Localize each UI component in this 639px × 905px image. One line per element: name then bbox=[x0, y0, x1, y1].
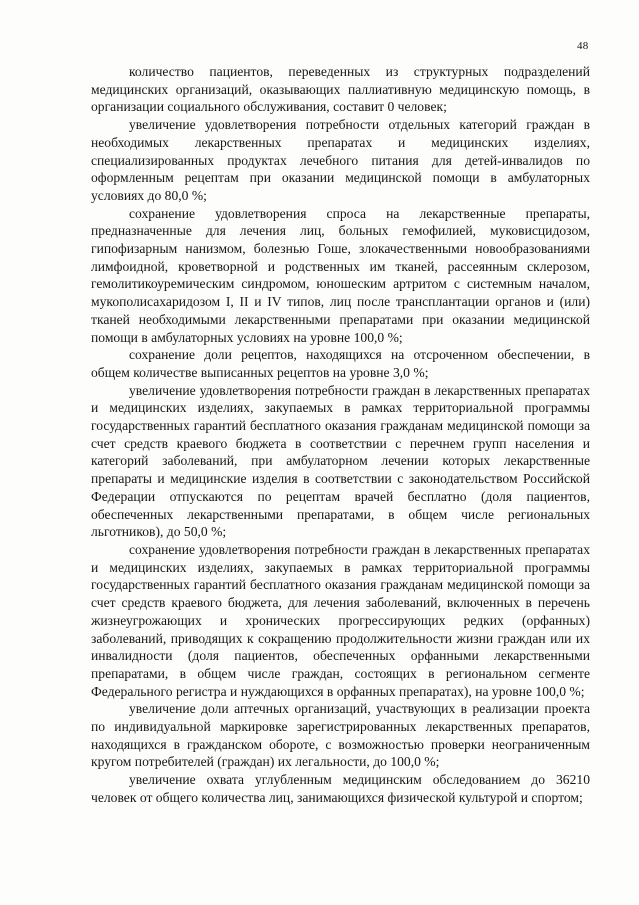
paragraph: увеличение удовлетворения потребности отдельных категорий граждан в необходимых лекарственных препаратах и медицинских изделиях, специализированных продуктах лечебного питания для детей-инвалидов по оформленным рецептам при оказании медицинской помощи в амбулаторных условиях до 80,0 %; bbox=[91, 117, 590, 203]
paragraph: сохранение удовлетворения спроса на лекарственные препараты, предназначенные для лечения лиц, больных гемофилией, муковисцидозом, гипофизарным нанизмом, болезнью Гоше, злокачественными новообразованиями лимфоидной, кроветворной и родственных им тканей, рассеянным склерозом, гемолитикоуремическим синдромом, юношеским артритом с системным началом, мукополисахаридозом I, II и IV типов, лиц после трансплантации органов и (или) тканей необходимыми лекарственными препаратами при оказании медицинской помощи в амбулаторных условиях на уровне 100,0 %; bbox=[91, 205, 590, 345]
page-number: 48 bbox=[577, 40, 589, 52]
paragraph: увеличение удовлетворения потребности граждан в лекарственных препаратах и медицинских изделиях, закупаемых в рамках территориальной программы государственных гарантий бесплатного оказания гражданам медицинской помощи за счет средств краевого бюджета в соответствии с перечнем групп населения и категорий заболеваний, при амбулаторном лечении которых лекарственные препараты и медицинские изделия в соответствии с законодательством Российской Федерации отпускаются по рецептам врачей бесплатно (доля пациентов, обеспеченных лекарственными препаратами, в общем числе региональных льготников), до 50,0 %; bbox=[91, 382, 590, 540]
paragraph: увеличение доли аптечных организаций, участвующих в реализации проекта по индивидуальной маркировке зарегистрированных лекарственных препаратов, находящихся в гражданском обороте, с возможностью проверки неограниченным кругом потребителей (граждан) их легальности, до 100,0 %; bbox=[91, 701, 590, 770]
paragraph: сохранение удовлетворения потребности граждан в лекарственных препаратах и медицинских изделиях, закупаемых в рамках территориальной программы государственных гарантий бесплатного оказания гражданам медицинской помощи за счет средств краевого бюджета, для лечения заболеваний, включенных в перечень жизнеугрожающих и хронических прогрессирующих редких (орфанных) заболеваний, приводящих к сокращению продолжительности жизни граждан или их инвалидности (доля пациентов, обеспеченных орфанными лекарственными препаратами, в общем числе граждан, состоящих в региональном сегменте Федерального регистра и нуждающихся в орфанных препаратах), на уровне 100,0 %; bbox=[91, 541, 590, 699]
document-body bbox=[91, 63, 590, 807]
paragraph: сохранение доли рецептов, находящихся на отсроченном обеспечении, в общем количестве выписанных рецептов на уровне 3,0 %; bbox=[91, 347, 590, 380]
paragraph: увеличение охвата углубленным медицинским обследованием до 36210 человек от общего количества лиц, занимающихся физической культурой и спортом; bbox=[91, 772, 590, 805]
paragraph: количество пациентов, переведенных из структурных подразделений медицинских организаций, оказывающих паллиативную медицинскую помощь, в организации социального обслуживания, составит 0 человек; bbox=[91, 64, 590, 115]
